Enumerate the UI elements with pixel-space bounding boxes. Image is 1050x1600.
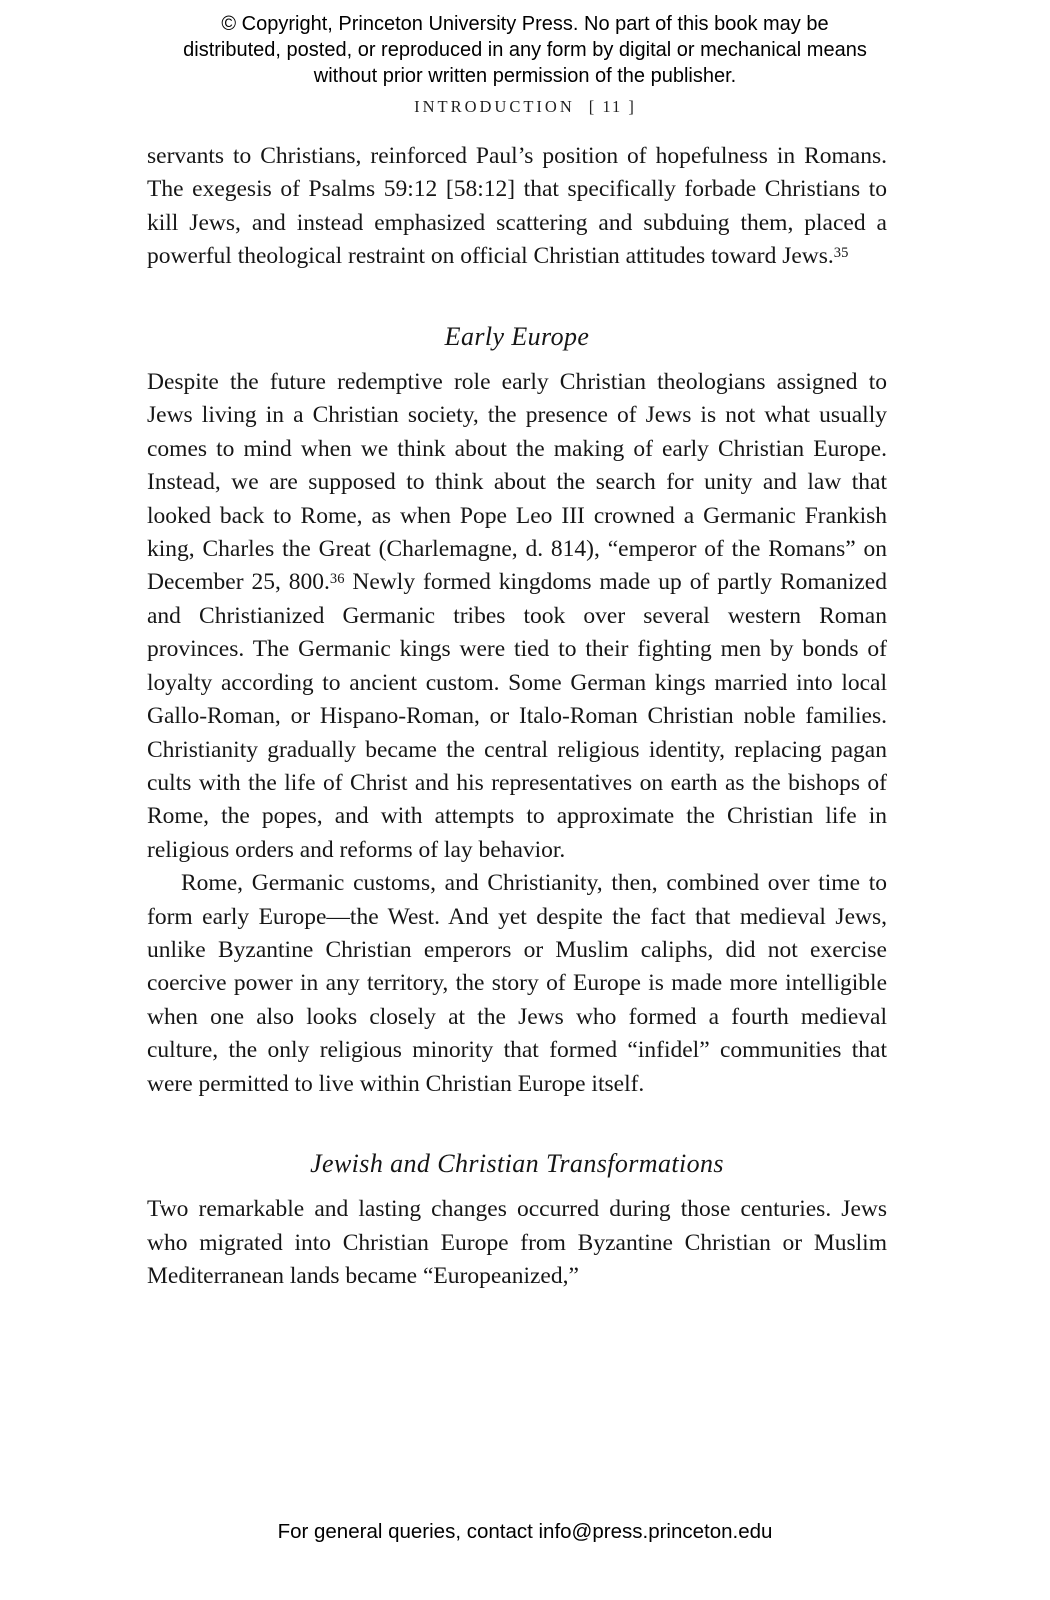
page-number: [ 11 ] — [588, 97, 636, 116]
section-heading-jewish-christian-transformations: Jewish and Christian Transformations — [310, 1148, 724, 1178]
footnote-reference: 35 — [833, 244, 849, 261]
running-head-title: INTRODUCTION — [414, 97, 575, 116]
paragraph: Two remarkable and lasting changes occurred during those centuries. Jews who migrated into Christian Europe from Byzantine Christian or Muslim Mediterranean lands became “Europeanized,” — [147, 1196, 887, 1290]
section-heading-early-europe: Early Europe — [444, 321, 590, 351]
footnote-reference: 36 — [329, 570, 345, 587]
paragraph: Despite the future redemptive role early Christian theologians assigned to Jews living in a Christian society, the presence of Jews is not what usually comes to mind when we think about the making of early Christian Europe. Instead, we are supposed to think about the search for unity and law that looked back to Rome, as when Pope Leo III crowned a Germanic Frankish king, Charles the Great (Charlemagne, d. 814), “emperor of the Romans” on December 25, 800.36 Newly formed kingdoms made up of partly Romanized and Christianized Germanic tribes took over several western Roman provinces. The Germanic kings were tied to their fighting men by bonds of loyalty according to ancient custom. Some German kings married into local Gallo-Roman, or Hispano-Roman, or Italo-Roman Christian noble families. Christianity gradually became the central religious identity, replacing pagan cults with the life of Christ and his representatives on earth as the bishops of Rome, the popes, and with attempts to approximate the Christian life in religious orders and reforms of lay behavior. — [147, 369, 887, 863]
page-body — [147, 140, 887, 1294]
paragraph: Rome, Germanic customs, and Christianity, then, combined over time to form early Europe—the West. And yet despite the fact that medieval Jews, unlike Byzantine Christian emperors or Muslim caliphs, did not exercise coercive power in any territory, the story of Europe is made more intelligible when one also looks closely at the Jews who formed a fourth medieval culture, the only religious minority that formed “infidel” communities that were permitted to live within Christian Europe itself. — [147, 870, 887, 1097]
page-footer: For general queries, contact info@press.princeton.edu — [277, 1520, 773, 1543]
paragraph-continuation: servants to Christians, reinforced Paul’s position of hopefulness in Romans. The exegesis of Psalms 59:12 [58:12] that specifically forbade Christians to kill Jews, and instead emphasized scattering and subduing them, placed a powerful theological restraint on official Christian attitudes toward Jews.$^{35}$ — [147, 143, 887, 270]
copyright-notice: © Copyright, Princeton University Press. No part of this book may be distributed, posted, or reproduced in any form by digital or mechanical means without prior written permission of the publisher. — [183, 13, 867, 87]
running-head — [0, 97, 1050, 117]
